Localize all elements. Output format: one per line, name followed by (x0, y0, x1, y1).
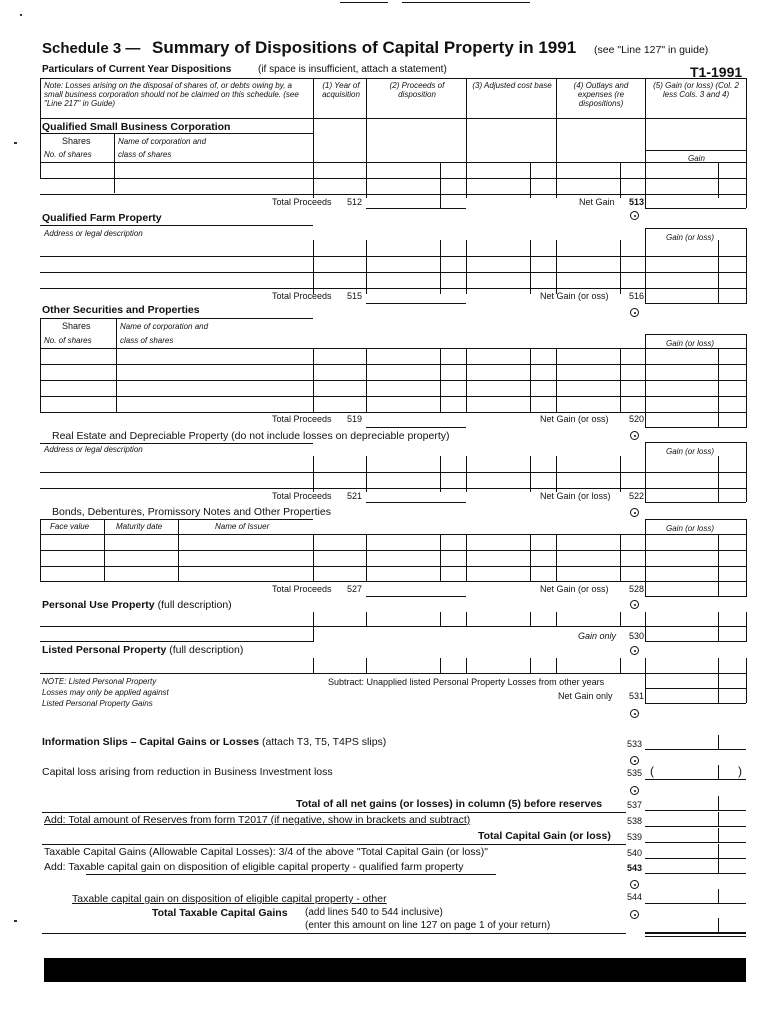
gain-label: Gain (or loss) (666, 524, 715, 533)
rule (645, 596, 746, 597)
rule (746, 658, 747, 703)
rule (556, 612, 557, 626)
rule (366, 658, 367, 673)
circle-marker-icon (630, 431, 639, 440)
rule (313, 534, 314, 581)
rule (40, 641, 313, 642)
rule (718, 889, 719, 903)
rule (366, 534, 367, 581)
rule (645, 903, 746, 904)
rule (40, 225, 313, 226)
line-544-label: Taxable capital gain on disposition of eligible capital property - other (72, 893, 387, 905)
class-label: class of shares (120, 336, 174, 345)
line-number: 543 (627, 863, 643, 873)
rule (40, 488, 746, 489)
rule (313, 612, 314, 642)
rule (40, 256, 746, 257)
listed-personal-heading (42, 644, 243, 656)
footer-band (44, 958, 746, 982)
rule (313, 348, 314, 412)
col4-header: (4) Outlays and expenses (re dispositions) (573, 81, 629, 108)
rule (466, 240, 467, 294)
real-estate-title: Real Estate and Depreciable Property (do not include losses on depreciable property) (52, 430, 450, 442)
rule (40, 288, 746, 289)
rule (718, 796, 719, 810)
rule (620, 456, 621, 492)
listed-personal-title: Listed Personal Property (42, 644, 167, 656)
listed-note-3: Listed Personal Property Gains (42, 699, 153, 708)
rule (645, 688, 746, 689)
rule (645, 936, 746, 937)
line-number: 513 (629, 197, 645, 207)
rule (466, 612, 467, 626)
rule (440, 162, 441, 198)
total-taxable-label: Total Taxable Capital Gains (152, 907, 288, 919)
gain-label: Gain (688, 154, 705, 163)
rule (718, 812, 719, 826)
rule (366, 348, 367, 412)
rule (40, 581, 746, 582)
rule (620, 240, 621, 294)
rule (718, 859, 719, 873)
circle-marker-icon (630, 646, 639, 655)
farm-title: Qualified Farm Property (42, 212, 162, 224)
rule (620, 658, 621, 673)
rule (746, 612, 747, 642)
no-shares-label: No. of shares (44, 150, 92, 159)
rule (645, 228, 746, 229)
rule (42, 933, 626, 934)
gain-label: Gain (or loss) (666, 447, 715, 456)
rule (530, 240, 531, 294)
info-slips-attach: (attach T3, T5, T4PS slips) (261, 736, 387, 748)
rule (40, 272, 746, 273)
rule (40, 673, 746, 674)
col1-header: (1) Year of acquisition (322, 81, 360, 99)
rule (40, 318, 313, 319)
rule (645, 749, 746, 750)
listed-personal-desc: (full description) (169, 644, 244, 656)
rule (40, 364, 746, 365)
rule (466, 456, 467, 492)
line-number: 538 (627, 816, 643, 826)
rule (746, 228, 747, 304)
bonds-title: Bonds, Debentures, Promissory Notes and Other Properties (52, 506, 331, 518)
rule (466, 348, 467, 412)
rule (645, 228, 646, 304)
rule (645, 334, 746, 335)
particulars-note: (if space is insufficient, attach a statement) (258, 64, 447, 75)
line-number: 522 (629, 491, 645, 501)
other-securities-title: Other Securities and Properties (42, 304, 200, 316)
rule (40, 133, 313, 134)
rule (40, 78, 41, 178)
line-number: 516 (629, 291, 645, 301)
line-number: 521 (347, 491, 363, 501)
line-number: 528 (629, 584, 645, 594)
rule (40, 194, 746, 195)
rule (313, 240, 314, 294)
bil-label: Capital loss arising from reduction in Business Investment loss (42, 766, 333, 778)
rule (366, 240, 367, 294)
rule (645, 442, 746, 443)
line-537-label: Total of all net gains (or losses) in column (5) before reserves (296, 798, 603, 810)
rule (42, 844, 626, 845)
line-538-label: Add: Total amount of Reserves from form T2017 (if negative, show in brackets and subtract) (44, 814, 471, 826)
circle-marker-icon (630, 308, 639, 317)
rule (440, 240, 441, 294)
total-proceeds-label: Total Proceeds (272, 414, 332, 424)
line-539-label: Total Capital Gain (or loss) (478, 830, 611, 842)
listed-note-1: NOTE: Listed Personal Property (42, 677, 157, 686)
rule (440, 348, 441, 412)
rule (40, 178, 746, 179)
rule (718, 162, 719, 198)
circle-marker-icon (630, 600, 639, 609)
class-label: class of shares (118, 150, 172, 159)
rule (645, 842, 746, 843)
rule (718, 828, 719, 842)
address-label: Address or legal description (44, 445, 143, 454)
rule (718, 844, 719, 858)
total-proceeds-label: Total Proceeds (272, 291, 332, 301)
rule (718, 612, 719, 642)
line-number: 533 (627, 739, 643, 749)
rule (620, 612, 621, 626)
rule (530, 456, 531, 492)
page-title: Summary of Dispositions of Capital Property in 1991 (152, 38, 577, 57)
rule (366, 78, 367, 198)
rule (40, 412, 746, 413)
rule (530, 162, 531, 198)
rule (530, 534, 531, 581)
schedule-label: Schedule 3 — (42, 40, 141, 57)
rule (40, 626, 746, 627)
rule (645, 519, 646, 597)
shares-label: Shares (62, 321, 91, 331)
net-gain-label: Net Gain (579, 197, 615, 207)
line-number: 544 (627, 892, 643, 902)
rule (556, 78, 557, 198)
circle-marker-icon (630, 756, 639, 765)
line-number: 540 (627, 848, 643, 858)
rule (40, 472, 746, 473)
total-taxable-note-2: (enter this amount on line 127 on page 1 of your return) (305, 920, 551, 931)
rule (620, 534, 621, 581)
col5-header: (5) Gain (or loss) (Col. 2 less Cols. 3 and 4) (653, 81, 739, 99)
col2-header: (2) Proceeds of disposition (389, 81, 445, 99)
rule (366, 612, 367, 626)
info-slips-heading (42, 736, 386, 748)
rule (40, 519, 313, 520)
rule (366, 596, 466, 597)
rule (746, 519, 747, 597)
rule (645, 810, 746, 811)
rule (440, 612, 441, 626)
rule (718, 735, 719, 749)
rule (530, 658, 531, 673)
rule (366, 502, 466, 503)
scan-mark (402, 2, 530, 3)
rule (718, 658, 719, 703)
rule (645, 779, 746, 780)
rule (645, 826, 746, 827)
personal-use-heading (42, 599, 232, 611)
gain-label: Gain (or loss) (666, 339, 715, 348)
gain-only-label: Gain only (578, 631, 617, 641)
line-number: 527 (347, 584, 363, 594)
no-shares-label: No. of shares (44, 336, 92, 345)
rule (40, 550, 746, 551)
rule (86, 874, 496, 875)
rule (40, 162, 746, 163)
rule (718, 765, 719, 779)
rule (645, 334, 646, 428)
line-number: 520 (629, 414, 645, 424)
col3-header: (3) Adjusted cost base (472, 81, 552, 90)
rule (366, 208, 466, 209)
name-label: Name of corporation and (120, 322, 209, 331)
rule (556, 534, 557, 581)
line-number: 515 (347, 291, 363, 301)
personal-use-desc: (full description) (157, 599, 232, 611)
rule (116, 318, 117, 412)
address-label: Address or legal description (44, 229, 143, 238)
rule (746, 78, 747, 208)
rule (440, 658, 441, 673)
rule (645, 703, 746, 704)
rule (645, 427, 746, 428)
total-proceeds-label: Total Proceeds (272, 584, 332, 594)
bracket-open: ( (650, 764, 654, 778)
rule (620, 348, 621, 412)
rule (114, 133, 115, 193)
rule (40, 318, 41, 412)
column-note: Note: Losses arising on the disposal of shares of, or debts owing by, a small business corporation should not be claimed on this schedule. (see "Line 217" in Guide) (44, 81, 299, 108)
rule (40, 118, 746, 119)
rule (556, 658, 557, 673)
rule (313, 658, 314, 673)
rule (440, 534, 441, 581)
form-id: T1-1991 (690, 64, 743, 80)
particulars-heading: Particulars of Current Year Dispositions (42, 64, 232, 75)
rule (366, 303, 466, 304)
subtract-label: Subtract: Unapplied listed Personal Property Losses from other years (328, 677, 605, 687)
total-proceeds-label: Total Proceeds (272, 197, 332, 207)
circle-marker-icon (630, 709, 639, 718)
rule (466, 534, 467, 581)
rule (40, 348, 746, 349)
net-gain-only-label: Net Gain only (558, 691, 613, 701)
line-543-label: Add: Taxable capital gain on disposition of eligible capital property - qualified farm property (44, 861, 464, 873)
line-number: 535 (627, 768, 643, 778)
rule (645, 303, 746, 304)
rule (313, 456, 314, 492)
rule (42, 812, 626, 813)
net-gain-label: Net Gain (or oss) (540, 291, 609, 301)
name-label: Name of corporation and (118, 137, 207, 146)
rule (530, 612, 531, 626)
scan-speck (14, 142, 17, 144)
rule (718, 348, 719, 428)
rule (366, 427, 466, 428)
rule (645, 932, 746, 934)
total-proceeds-label: Total Proceeds (272, 491, 332, 501)
gain-label: Gain (or loss) (666, 233, 715, 242)
net-gain-label: Net Gain (or oss) (540, 414, 609, 424)
rule (645, 519, 746, 520)
rule (645, 612, 646, 642)
line-number: 519 (347, 414, 363, 424)
maturity-date-label: Maturity date (116, 522, 163, 531)
face-value-label: Face value (50, 522, 90, 531)
personal-use-title: Personal Use Property (42, 599, 155, 611)
circle-marker-icon (630, 910, 639, 919)
rule (645, 502, 746, 503)
rule (645, 442, 646, 502)
rule (645, 873, 746, 874)
rule (440, 456, 441, 492)
total-taxable-note-1: (add lines 540 to 544 inclusive) (305, 907, 443, 918)
line-540-label: Taxable Capital Gains (Allowable Capital Losses): 3/4 of the above "Total Capital Gain (or loss)" (44, 846, 489, 858)
rule (556, 348, 557, 412)
rule (718, 240, 719, 304)
scan-speck (20, 14, 22, 16)
circle-marker-icon (630, 508, 639, 517)
rule (366, 456, 367, 492)
scan-mark (340, 2, 388, 3)
line-number: 530 (629, 631, 645, 641)
rule (645, 858, 746, 859)
rule (746, 334, 747, 428)
rule (40, 443, 313, 444)
rule (645, 150, 746, 151)
rule (645, 658, 646, 703)
see-guide: (see "Line 127" in guide) (594, 44, 709, 56)
line-number: 537 (627, 800, 643, 810)
rule (556, 240, 557, 294)
rule (645, 78, 646, 208)
issuer-label: Name of Issuer (215, 522, 270, 531)
rule (466, 78, 467, 198)
bracket-close: ) (738, 764, 742, 778)
circle-marker-icon (630, 211, 639, 220)
rule (40, 380, 746, 381)
rule (40, 566, 746, 567)
qsbc-title: Qualified Small Business Corporation (42, 121, 231, 133)
scan-speck (14, 920, 17, 922)
rule (645, 641, 746, 642)
line-number: 512 (347, 197, 363, 207)
circle-marker-icon (630, 880, 639, 889)
rule (718, 456, 719, 502)
rule (645, 208, 746, 209)
line-number: 531 (629, 691, 645, 701)
net-gain-label: Net Gain (or oss) (540, 584, 609, 594)
circle-marker-icon (630, 786, 639, 795)
rule (556, 456, 557, 492)
listed-note-2: Losses may only be applied against (42, 688, 169, 697)
line-number: 539 (627, 832, 643, 842)
info-slips-title: Information Slips – Capital Gains or Losses (42, 736, 260, 748)
rule (530, 348, 531, 412)
net-gain-label: Net Gain (or loss) (540, 491, 611, 501)
rule (440, 196, 441, 208)
rule (620, 162, 621, 198)
rule (466, 658, 467, 673)
rule (40, 534, 746, 535)
rule (718, 918, 719, 932)
rule (40, 78, 746, 79)
shares-label: Shares (62, 136, 91, 146)
rule (746, 442, 747, 502)
rule (313, 78, 314, 198)
rule (718, 534, 719, 597)
rule (40, 396, 746, 397)
